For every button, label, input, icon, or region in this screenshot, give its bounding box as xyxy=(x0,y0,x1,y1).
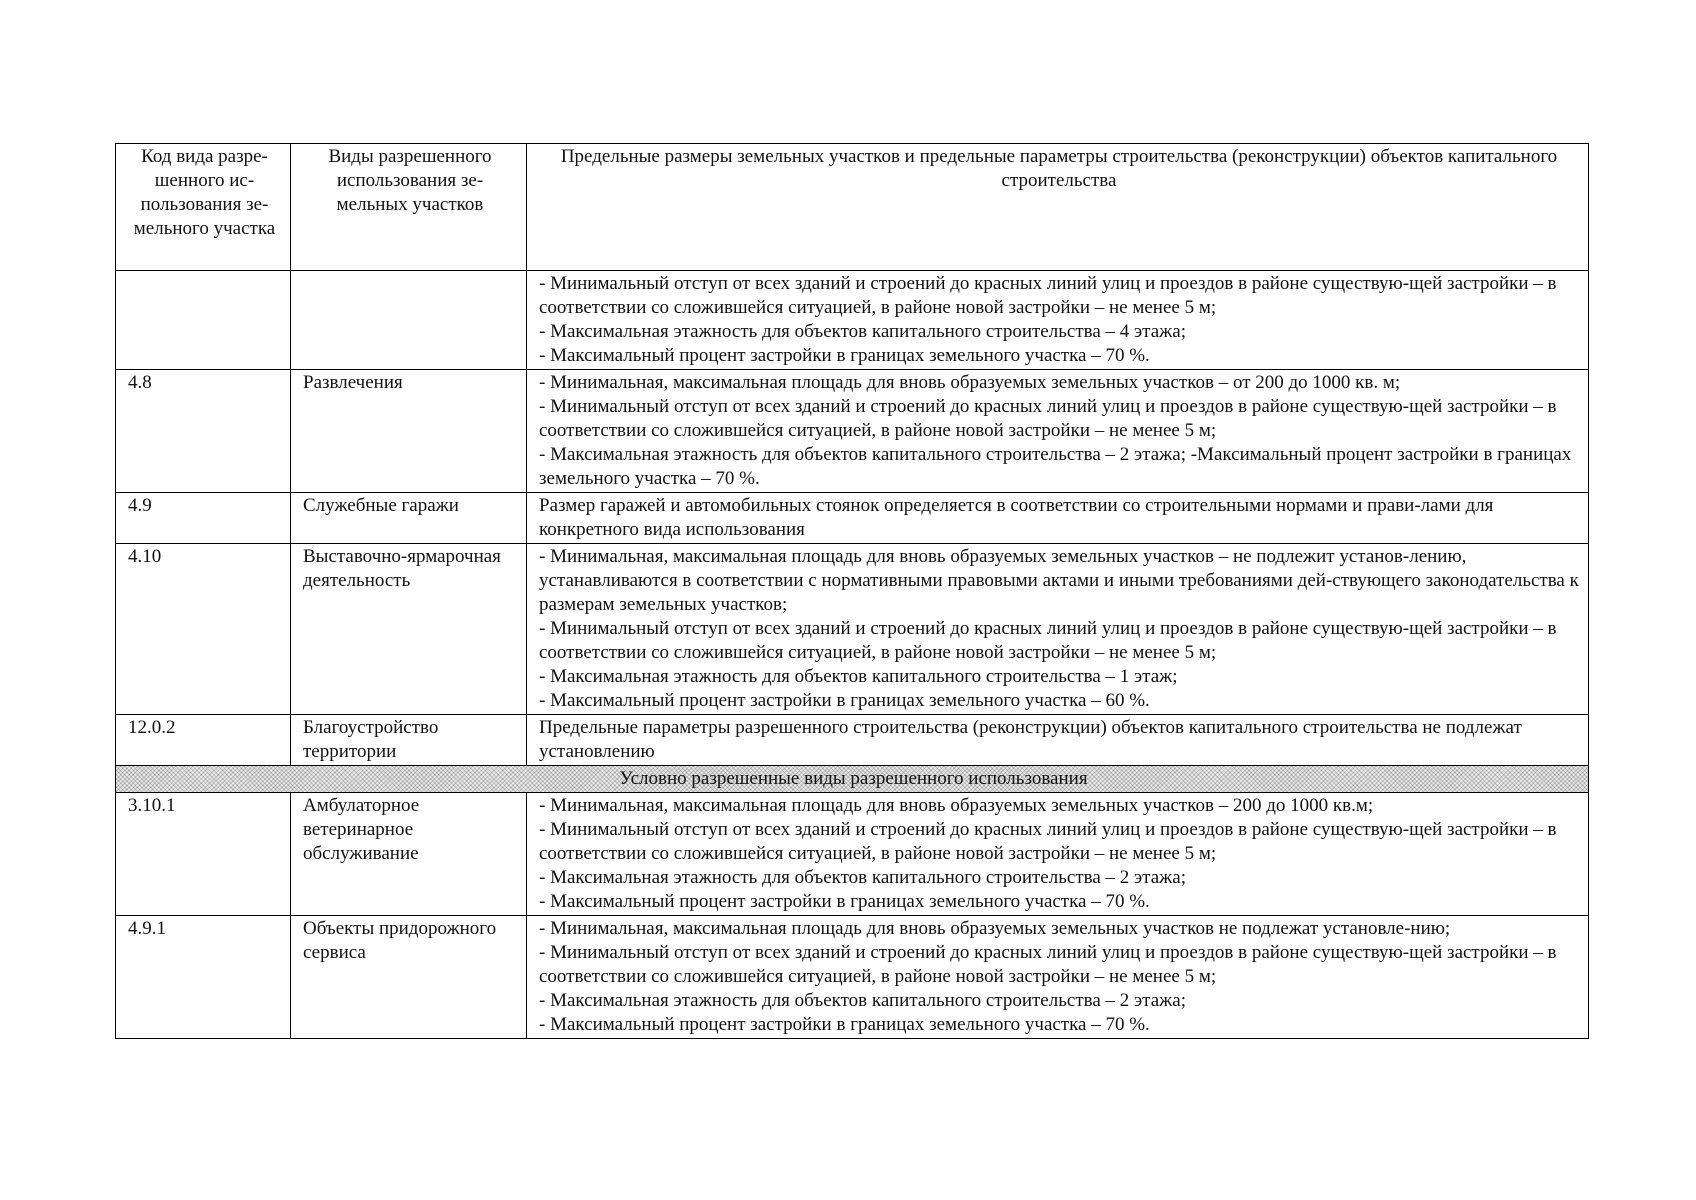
param-line: - Минимальная, максимальная площадь для вновь образуемых земельных участков – не подлежит установ-лению, устанавливаются в соответствии с нормативными правовыми актами и иными требованиями дей-ствующего законодательства к размерам земельных участков; xyxy=(539,546,1579,615)
table-row xyxy=(116,916,1589,1039)
table-row xyxy=(116,271,1589,370)
row-kind: Выставочно-ярмарочная деятельность xyxy=(291,544,527,715)
row-code: 4.10 xyxy=(116,544,291,715)
param-line: - Минимальный отступ от всех зданий и строений до красных линий улиц и проездов в районе существую-щей застройки – в соответствии со сложившейся ситуацией, в районе новой застройки – не менее 5 м; xyxy=(539,396,1557,441)
row-params xyxy=(527,715,1589,766)
param-line: - Максимальный процент застройки в границах земельного участка – 70 %. xyxy=(539,345,1150,366)
param-line: - Максимальная этажность для объектов капитального строительства – 2 этажа; xyxy=(539,990,1186,1011)
document-page xyxy=(115,143,1588,1039)
row-code: 12.0.2 xyxy=(116,715,291,766)
row-params xyxy=(527,271,1589,370)
header-code: Код вида разре-шенного ис-пользования зе-мельного участка xyxy=(116,144,291,271)
param-line: Предельные параметры разрешенного строительства (реконструкции) объектов капитального строительства не подлежат установлению xyxy=(539,717,1522,762)
param-line: - Минимальная, максимальная площадь для вновь образуемых земельных участков не подлежат установле-нию; xyxy=(539,918,1451,939)
param-line: - Максимальная этажность для объектов капитального строительства – 2 этажа; xyxy=(539,867,1186,888)
param-line: - Минимальный отступ от всех зданий и строений до красных линий улиц и проездов в районе существую-щей застройки – в соответствии со сложившейся ситуацией, в районе новой застройки – не менее 5 м; xyxy=(539,618,1557,663)
param-line: - Минимальный отступ от всех зданий и строений до красных линий улиц и проездов в районе существую-щей застройки – в соответствии со сложившейся ситуацией, в районе новой застройки – не менее 5 м; xyxy=(539,942,1557,987)
param-line: Размер гаражей и автомобильных стоянок определяется в соответствии со строительными нормами и прави-лами для конкретного вида использования xyxy=(539,495,1494,540)
row-params xyxy=(527,544,1589,715)
row-code: 4.9.1 xyxy=(116,916,291,1039)
param-line: - Минимальный отступ от всех зданий и строений до красных линий улиц и проездов в районе существую-щей застройки – в соответствии со сложившейся ситуацией, в районе новой застройки – не менее 5 м; xyxy=(539,273,1557,318)
table-row xyxy=(116,544,1589,715)
row-kind: Благоустройство территории xyxy=(291,715,527,766)
row-kind: Объекты придорожного сервиса xyxy=(291,916,527,1039)
table-header-row xyxy=(116,144,1589,271)
table-row xyxy=(116,793,1589,916)
row-kind: Развлечения xyxy=(291,370,527,493)
row-code: 4.8 xyxy=(116,370,291,493)
row-params xyxy=(527,493,1589,544)
table-row xyxy=(116,715,1589,766)
row-kind: Служебные гаражи xyxy=(291,493,527,544)
section-title: Условно разрешенные виды разрешенного использования xyxy=(116,766,1589,793)
row-code: 4.9 xyxy=(116,493,291,544)
header-kind: Виды разрешенного использования зе-мельных участков xyxy=(291,144,527,271)
param-line: - Минимальная, максимальная площадь для вновь образуемых земельных участков – 200 до 1000 кв.м; xyxy=(539,795,1374,816)
row-kind: Амбулаторное ветеринарное обслуживание xyxy=(291,793,527,916)
param-line: - Максимальный процент застройки в границах земельного участка – 70 %. xyxy=(539,1014,1150,1035)
param-line: - Максимальная этажность для объектов капитального строительства – 4 этажа; xyxy=(539,321,1186,342)
land-use-table xyxy=(115,143,1589,1039)
row-code: 3.10.1 xyxy=(116,793,291,916)
row-params xyxy=(527,916,1589,1039)
table-row xyxy=(116,493,1589,544)
param-line: - Максимальный процент застройки в границах земельного участка – 60 %. xyxy=(539,690,1150,711)
row-code xyxy=(116,271,291,370)
section-header-row xyxy=(116,766,1589,793)
table-row xyxy=(116,370,1589,493)
row-params xyxy=(527,793,1589,916)
header-params: Предельные размеры земельных участков и предельные параметры строительства (реконструкции) объектов капитального строительства xyxy=(527,144,1589,271)
param-line: - Максимальная этажность для объектов капитального строительства – 2 этажа; -Максимальный процент застройки в границах земельного участка – 70 %. xyxy=(539,444,1572,489)
param-line: - Максимальный процент застройки в границах земельного участка – 70 %. xyxy=(539,891,1150,912)
row-params xyxy=(527,370,1589,493)
param-line: - Минимальный отступ от всех зданий и строений до красных линий улиц и проездов в районе существую-щей застройки – в соответствии со сложившейся ситуацией, в районе новой застройки – не менее 5 м; xyxy=(539,819,1557,864)
row-kind xyxy=(291,271,527,370)
param-line: - Максимальная этажность для объектов капитального строительства – 1 этаж; xyxy=(539,666,1178,687)
param-line: - Минимальная, максимальная площадь для вновь образуемых земельных участков – от 200 до 1000 кв. м; xyxy=(539,372,1401,393)
